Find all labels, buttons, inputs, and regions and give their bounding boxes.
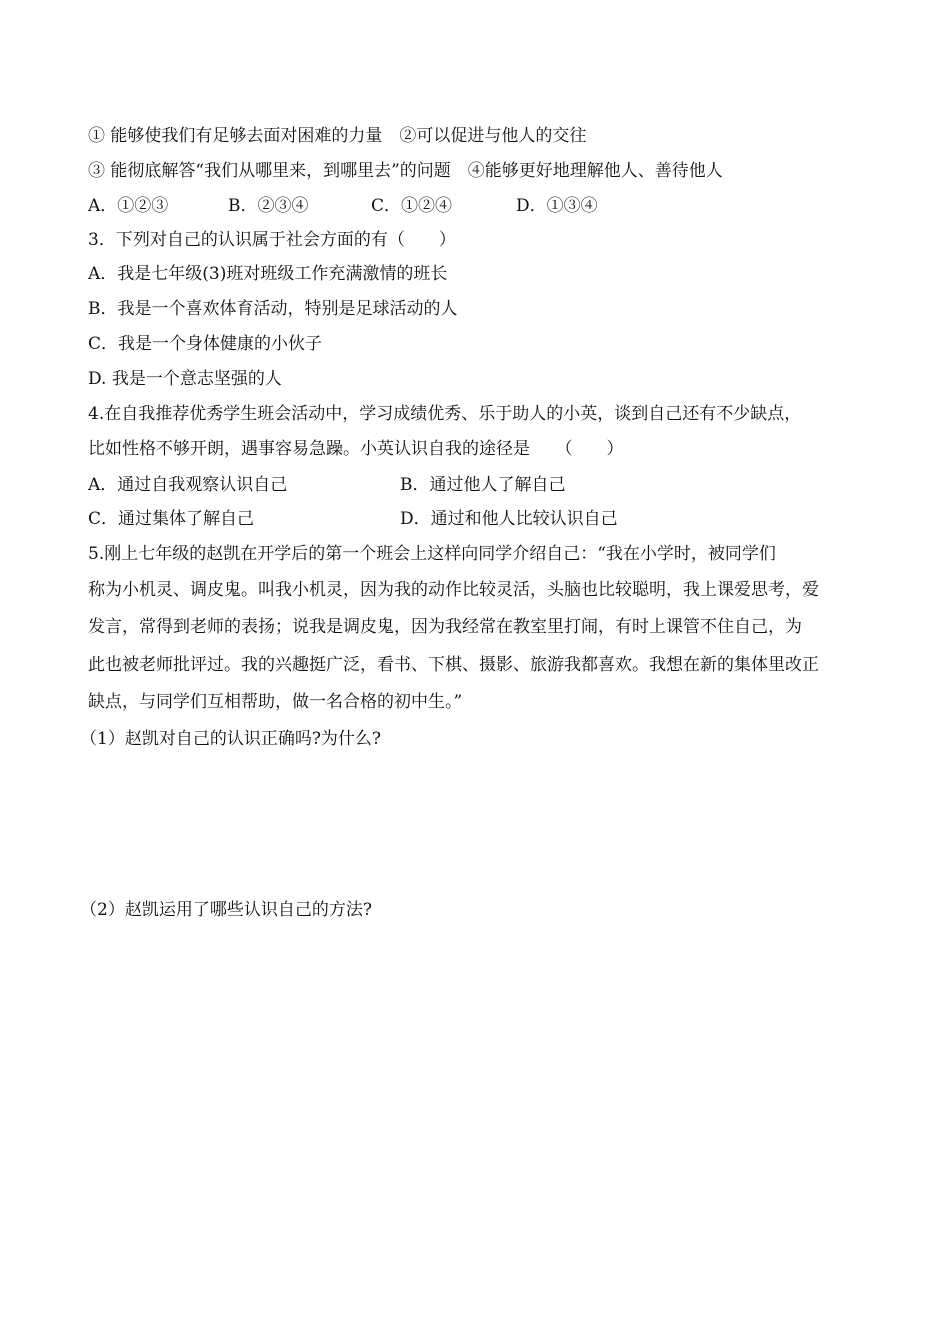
- q5-stem-line-4: 此也被老师批评过。我的兴趣挺广泛，看书、下棋、摄影、旅游我都喜欢。我想在新的集体里改正: [88, 655, 819, 675]
- q4-stem-line-2: 比如性格不够开朗，遇事容易急躁。小英认识自我的途径是 （ ）: [88, 439, 624, 459]
- q2-item-line-1: ① 能够使我们有足够去面对困难的力量 ②可以促进与他人的交往: [88, 126, 587, 146]
- q4-option-a: A．通过自我观察认识自己: [88, 475, 288, 495]
- q2-option-a: A．①②③: [88, 196, 169, 216]
- q4-option-d: D．通过和他人比较认识自己: [400, 509, 618, 529]
- q5-stem-line-3: 发言，常得到老师的表扬；说我是调皮鬼，因为我经常在教室里打闹，有时上课管不住自己，为: [88, 617, 802, 637]
- q4-stem-line-1: 4.在自我推荐优秀学生班会活动中，学习成绩优秀、乐于助人的小英，谈到自己还有不少缺点，: [88, 404, 802, 424]
- q4-option-b: B．通过他人了解自己: [400, 475, 566, 495]
- q3-option-a: A．我是七年级(3)班对班级工作充满激情的班长: [88, 264, 448, 284]
- q5-stem-line-1: 5.刚上七年级的赵凯在开学后的第一个班会上这样向同学介绍自己：“我在小学时，被同学们: [88, 544, 776, 564]
- q3-option-c: C．我是一个身体健康的小伙子: [88, 334, 323, 354]
- q5-subquestion-2: （2）赵凯运用了哪些认识自己的方法?: [80, 900, 372, 920]
- q5-stem-line-2: 称为小机灵、调皮鬼。叫我小机灵，因为我的动作比较灵活，头脑也比较聪明，我上课爱思考，爱: [88, 580, 819, 600]
- q2-option-d: D．①③④: [516, 196, 598, 216]
- q5-subquestion-1: （1）赵凯对自己的认识正确吗?为什么?: [80, 729, 382, 749]
- q3-stem: 3．下列对自己的认识属于社会方面的有（ ）: [88, 230, 456, 250]
- q2-options: [88, 194, 878, 218]
- q2-option-b: B．②③④: [228, 196, 309, 216]
- q4-options-row-1: [88, 473, 878, 497]
- q5-stem-line-5: 缺点，与同学们互相帮助，做一名合格的初中生。”: [88, 692, 463, 712]
- q3-option-d: D. 我是一个意志坚强的人: [88, 369, 282, 389]
- q2-item-line-2: ③ 能彻底解答“我们从哪里来，到哪里去”的问题 ④能够更好地理解他人、善待他人: [88, 161, 723, 181]
- q3-option-b: B．我是一个喜欢体育活动，特别是足球活动的人: [88, 299, 458, 319]
- q4-options-row-2: [88, 507, 878, 531]
- q2-option-c: C．①②④: [371, 196, 453, 216]
- q4-option-c: C．通过集体了解自己: [88, 509, 255, 529]
